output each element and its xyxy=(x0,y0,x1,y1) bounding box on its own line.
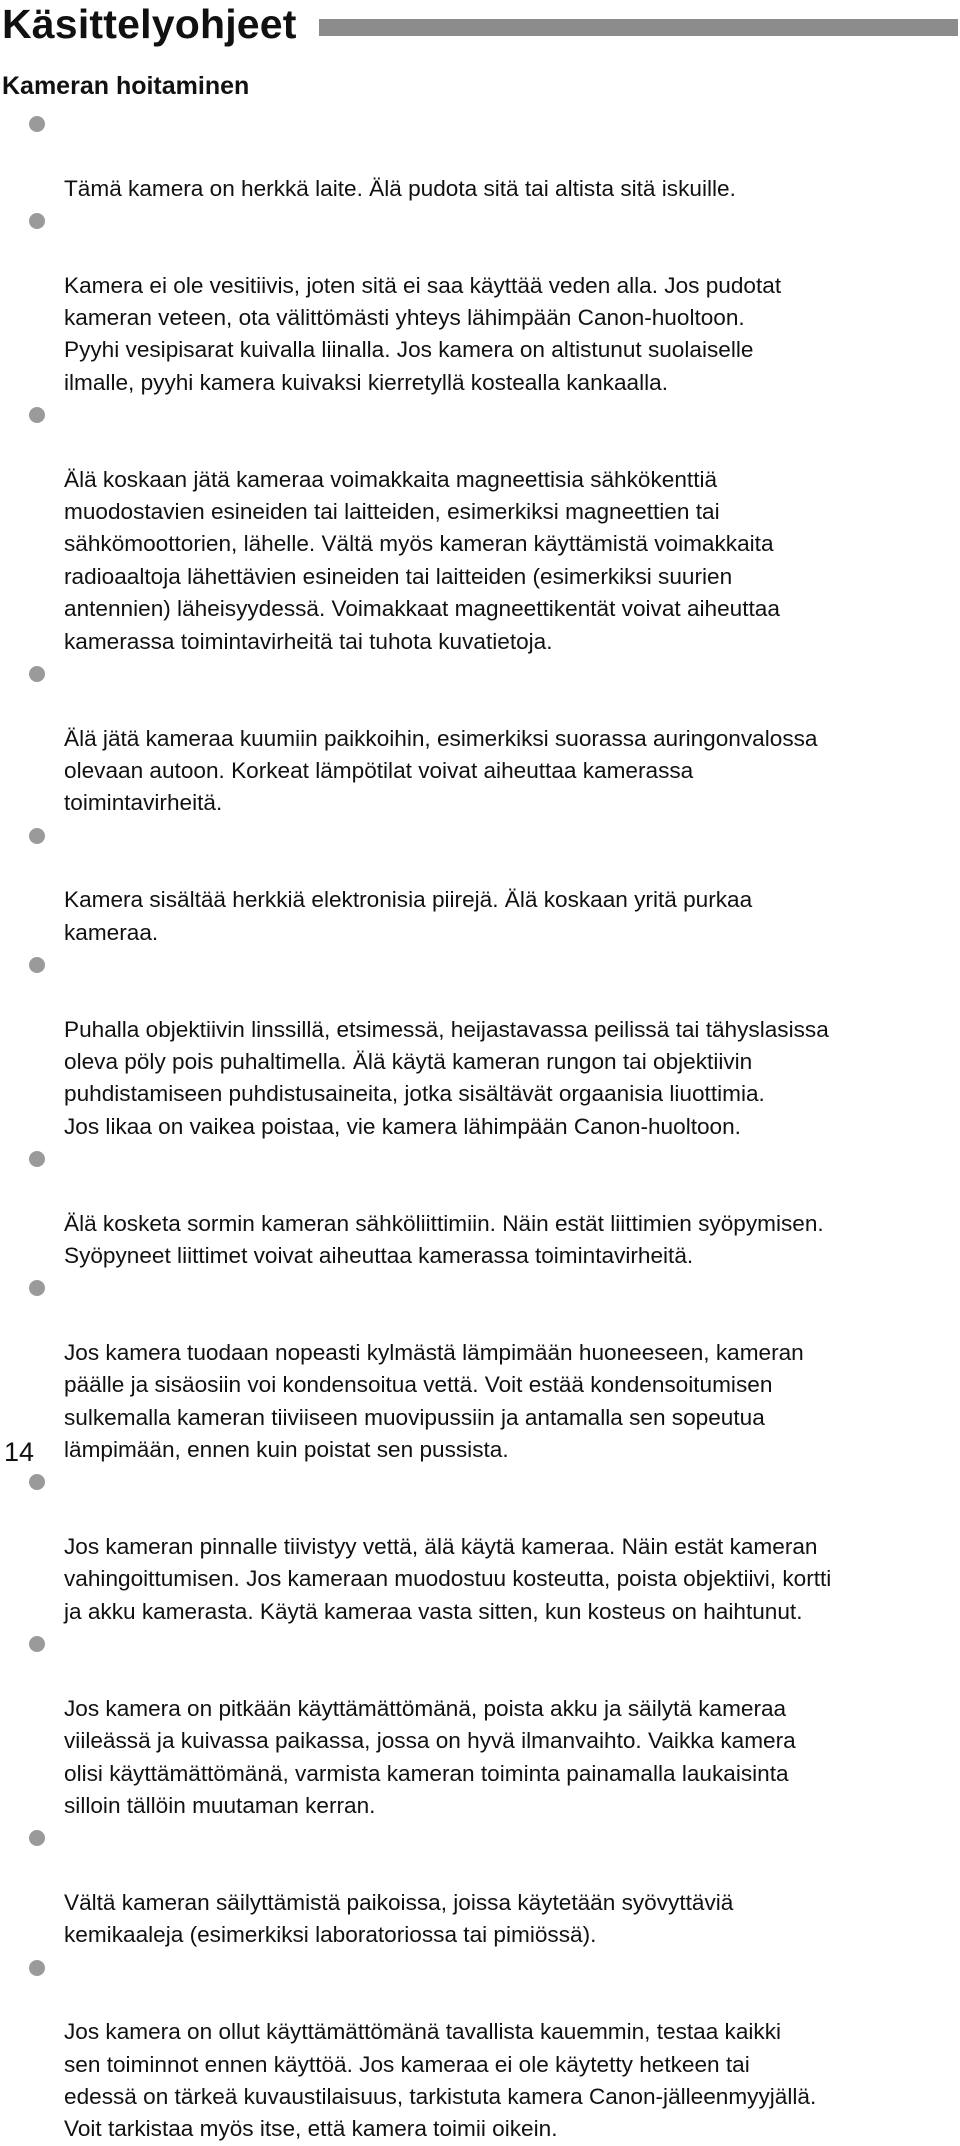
bullet-icon xyxy=(29,407,45,423)
list-item-text: Älä jätä kameraa kuumiin paikkoihin, esimerkiksi suorassa auringonvalossa olevaan autoon. Korkeat lämpötilat voivat aiheuttaa kamerassa toimintavirheitä. xyxy=(64,725,818,816)
page-header xyxy=(2,0,958,48)
bullet-icon xyxy=(29,957,45,973)
list-item-text: Kamera sisältää herkkiä elektronisia piirejä. Älä koskaan yritä purkaa kameraa. xyxy=(64,887,753,945)
list-item xyxy=(0,949,960,1143)
list-item xyxy=(0,1822,960,1951)
list-item-text: Jos kamera on pitkään käyttämättömänä, poista akku ja säilytä kameraa viileässä ja kuivassa paikassa, jossa on hyvä ilmanvaihto. Vaikka kamera olisi käyttämättömänä, varmista kameran toiminta painamalla laukaisinta silloin tällöin muutaman kerran. xyxy=(64,1695,796,1818)
page-number: 14 xyxy=(4,1437,35,1467)
list-item-text: Puhalla objektiivin linssillä, etsimessä, heijastavassa peilissä tai tähyslasissa oleva pöly pois puhaltimella. Älä käytä kameran rungon tai objektiivin puhdistamiseen puhdistusaineita, jotka sisältävät orgaanisia liuottimia. Jos likaa on vaikea poistaa, vie kamera lähimpään Canon-huoltoon. xyxy=(64,1016,829,1139)
bullet-icon xyxy=(29,1474,45,1490)
bullet-icon xyxy=(29,1636,45,1652)
bullet-icon xyxy=(29,828,45,844)
list-item-text: Jos kamera on ollut käyttämättömänä tavallista kauemmin, testaa kaikki sen toiminnot ennen käyttöä. Jos kameraa ei ole käytetty hetkeen tai edessä on tärkeä kuvaustilaisuus, tarkistuta kamera Canon-jälleenmyyjällä. Voit tarkistaa myös itse, että kamera toimii oikein. xyxy=(64,2019,817,2142)
list-item xyxy=(0,1952,960,2146)
list-item xyxy=(0,1466,960,1628)
list-item xyxy=(0,820,960,949)
list-item xyxy=(0,205,960,399)
bullet-icon xyxy=(29,213,45,229)
bullet-icon xyxy=(29,1830,45,1846)
care-instructions-list xyxy=(0,108,960,2146)
bullet-icon xyxy=(29,1960,45,1976)
bullet-icon xyxy=(29,1280,45,1296)
list-item-text: Kamera ei ole vesitiivis, joten sitä ei saa käyttää veden alla. Jos pudotat kameran veteen, ota välittömästi yhteys lähimpään Canon-huoltoon. Pyyhi vesipisarat kuivalla liinalla. Jos kamera on altistunut suolaiselle ilmalle, pyyhi kamera kuivaksi kierretyllä kostealla kankaalla. xyxy=(64,272,782,395)
title-decoration-bar xyxy=(319,19,958,36)
list-item-text: Jos kameran pinnalle tiivistyy vettä, älä käytä kameraa. Näin estät kameran vahingoittumisen. Jos kameraan muodostuu kosteutta, poista objektiivi, kortti ja akku kamerasta. Käytä kameraa vasta sitten, kun kosteus on haihtunut. xyxy=(64,1534,832,1624)
list-item xyxy=(0,1628,960,1822)
bullet-icon xyxy=(29,116,45,132)
section-heading: Kameran hoitaminen xyxy=(2,72,250,100)
list-item-text: Vältä kameran säilyttämistä paikoissa, joissa käytetään syövyttäviä kemikaaleja (esimerkiksi laboratoriossa tai pimiössä). xyxy=(64,1889,734,1948)
list-item-text: Älä koskaan jätä kameraa voimakkaita magneettisia sähkökenttiä muodostavien esineiden tai laitteiden, esimerkiksi magneettien tai sähkömoottorien, lähelle. Vältä myös kameran käyttämistä voimakkaita radioaaltoja lähettävien esineiden tai laitteiden (esimerkiksi suurien antennien) läheisyydessä. Voimakkaat magneettikentät voivat aiheuttaa kamerassa toimintavirheitä tai tuhota kuvatietoja. xyxy=(64,466,780,654)
list-item-text: Tämä kamera on herkkä laite. Älä pudota sitä tai altista sitä iskuille. xyxy=(64,175,736,201)
list-item xyxy=(0,658,960,820)
page-title: Käsittelyohjeet xyxy=(2,1,297,47)
bullet-icon xyxy=(29,1151,45,1167)
list-item-text: Jos kamera tuodaan nopeasti kylmästä lämpimään huoneeseen, kameran päälle ja sisäosiin voi kondensoitua vettä. Voit estää kondensoitumisen sulkemalla kameran tiiviiseen muovipussiin ja antamalla sen sopeutua lämpimään, ennen kuin poistat sen pussista. xyxy=(64,1340,804,1463)
list-item xyxy=(0,399,960,658)
bullet-icon xyxy=(29,666,45,682)
list-item-text: Älä kosketa sormin kameran sähköliittimiin. Näin estät liittimien syöpymisen. Syöpyneet liittimet voivat aiheuttaa kamerassa toimintavirheitä. xyxy=(64,1210,824,1269)
list-item xyxy=(0,108,960,205)
list-item xyxy=(0,1272,960,1466)
list-item xyxy=(0,1143,960,1272)
